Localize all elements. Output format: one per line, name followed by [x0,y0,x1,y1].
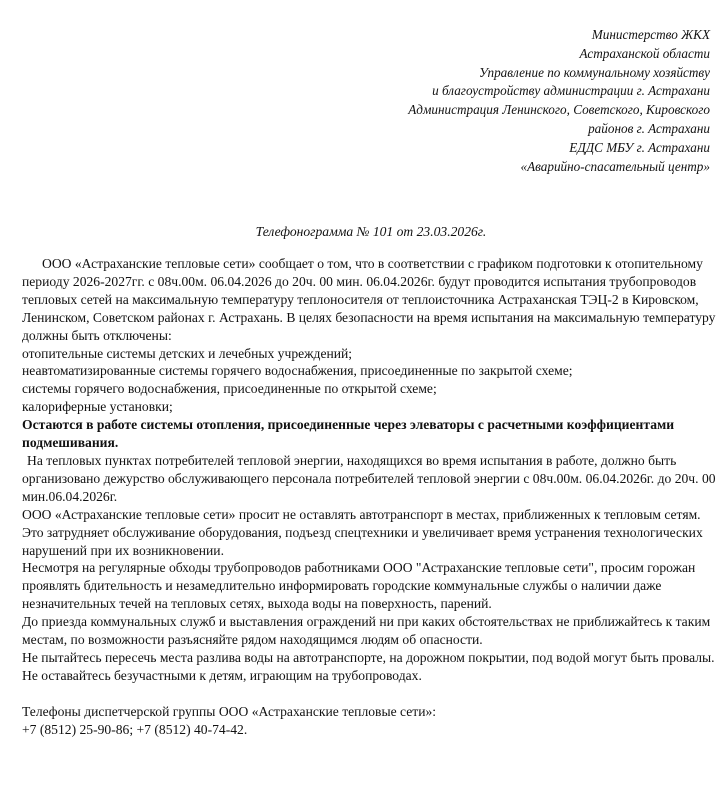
bold-notice: Остаются в работе системы отопления, присоединенные через элеваторы с расчетными коэффициентами подмешивания. [22,417,675,451]
paragraph: Несмотря на регулярные обходы трубопроводов работниками ООО "Астраханские тепловые сети", просим горожан проявлять бдительность и незамедлительно информировать городские коммунальные службы о наличии даже незначительных течей на тепловых сетях, выхода воды на поверхность, парений. [22,560,696,612]
contacts-heading: Телефоны диспетчерской группы ООО «Астраханские тепловые сети»: [22,703,437,719]
list-item: неавтоматизированные системы горячего водоснабжения, присоединенные по закрытой схеме; [22,363,573,379]
recipient-line: и благоустройству администрации г. Астрахани [432,83,710,99]
recipient-line: «Аварийно-спасательный центр» [520,158,710,174]
list-item: системы горячего водоснабжения, присоединенные по открытой схеме; [22,381,437,397]
paragraph: Не оставайтесь безучастными к детям, играющим на трубопроводах. [22,667,422,683]
contacts-phones: +7 (8512) 25-90-86; +7 (8512) 40-74-42. [22,721,248,737]
recipient-line: Администрация Ленинского, Советского, Кировского [408,102,710,118]
recipient-line: Министерство ЖКХ [591,27,710,42]
recipients-block [290,26,710,176]
document-title: Телефонограмма № 101 от 23.03.2026г. [255,224,487,239]
list-item: калориферные установки; [22,399,173,415]
paragraph: Не пытайтесь пересечь места разлива воды на автотранспорте, на дорожном покрытии, под водой могут быть провалы. [22,649,715,665]
paragraph: До приезда коммунальных служб и выставления ограждений ни при каких обстоятельствах не приближайтесь к таким местам, по возможности разъясняйте рядом находящимся людям об опасности. [22,614,711,648]
recipient-line: Астраханской области [579,45,710,61]
recipient-line: Управление по коммунальному хозяйству [478,64,710,80]
recipient-line: районов г. Астрахани [588,120,710,136]
spacer [22,685,716,703]
intro-paragraph: ООО «Астраханские тепловые сети» сообщает о том, что в соответствии с графиком подготовки к отопительному периоду 2026-2027гг. с 08ч.00м. 06.04.2026 до 20ч. 00 мин. 06.04.2026г. будут проводится испытания трубопроводов тепловых сетей на максимальную температуру теплоносителя от теплоисточника Астраханская ТЭЦ-2 в Кировском, Ленинском, Советском районах г. Астрахань. В целях безопасности на время испытания на максимальную температуру должны быть отключены: [22,256,716,343]
recipient-line: ЕДДС МБУ г. Астрахани [569,139,710,155]
list-item: отопительные системы детских и лечебных учреждений; [22,345,353,361]
paragraph: На тепловых пунктах потребителей тепловой энергии, находящихся во время испытания в работе, должно быть организовано дежурство обслуживающего персонала потребителей тепловой энергии с 08ч.00м. 06.04.2026г. до 20ч. 00 мин.06.04.2026г. [22,452,716,504]
document-body [22,255,716,739]
paragraph: ООО «Астраханские тепловые сети» просит не оставлять автотранспорт в местах, приближенных к тепловым сетям. Это затрудняет обслуживание оборудования, подъезд спецтехники и увеличивает время устранения технологических нарушений при их возникновении. [22,506,703,558]
